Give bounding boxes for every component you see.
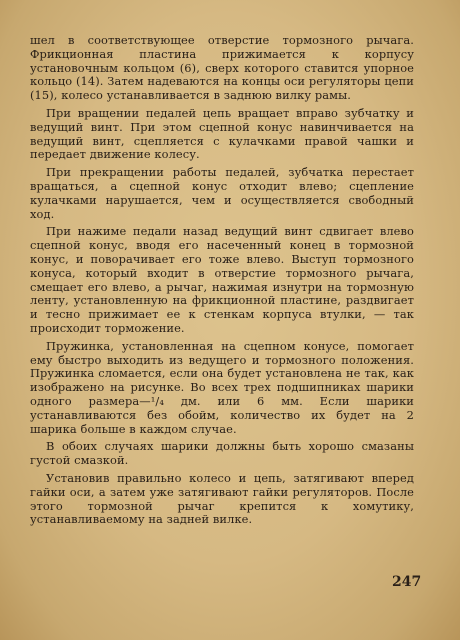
page-text: [30, 34, 414, 531]
page-number: 247: [392, 574, 422, 590]
paragraph-6: В обоих случаях шарики должны быть хорошо смазаны густой смазкой.: [30, 439, 414, 468]
paragraph-2: При вращении педалей цепь вращает вправо зубчатку и ведущий винт. При этом сцепной конус навинчивается на ведущий винт, сцепляется с кулачками правой чашки и передает движение колесу.: [30, 105, 414, 162]
paragraph-3: При прекращении работы педалей, зубчатка перестает вращаться, а сцепной конус отходит влево; сцепление кулачками нарушается, чем и осуществляется свободный ход.: [30, 165, 414, 221]
paragraph-7: Установив правильно колесо и цепь, затягивают вперед гайки оси, а затем уже затягивают гайки регуляторов. После этого тормозной рычаг крепится к хомутику, устанавливаемому на задней вилке.: [30, 470, 414, 527]
paragraph-4: При нажиме педали назад ведущий винт сдвигает влево сцепной конус, вводя его насеченный конец в тормозной конус, и поворачивает его тоже влево. Выступ тормозного конуса, который входит в отверстие тормозного рычага, смещает его влево, а рычаг, нажимая изнутри на тормозную ленту, установленную на фрикционной пластине, раздвигает и тесно прижимает ее к стенкам корпуса втулки, — так происходит торможение.: [30, 224, 414, 335]
paragraph-5: Пружинка, установленная на сцепном конусе, помогает ему быстро выходить из ведущего и тормозного положения. Пружинка сломается, если она будет установлена не так, как изображено на рисунке. Во всех трех подшипниках шарики одного размера—¹/₄ дм. или 6 мм. Если шарики устанавливаются без обойм, количество их будет на 2 шарика больше в каждом случае.: [30, 338, 414, 436]
paragraph-1: шел в соответствующее отверстие тормозного рычага. Фрикционная пластина прижимается к корпусу установочным кольцом (6), сверх которого ставится упорное кольцо (14). Затем надеваются на концы оси регуляторы цепи (15), колесо устанавливается в заднюю вилку рамы.: [30, 33, 414, 103]
